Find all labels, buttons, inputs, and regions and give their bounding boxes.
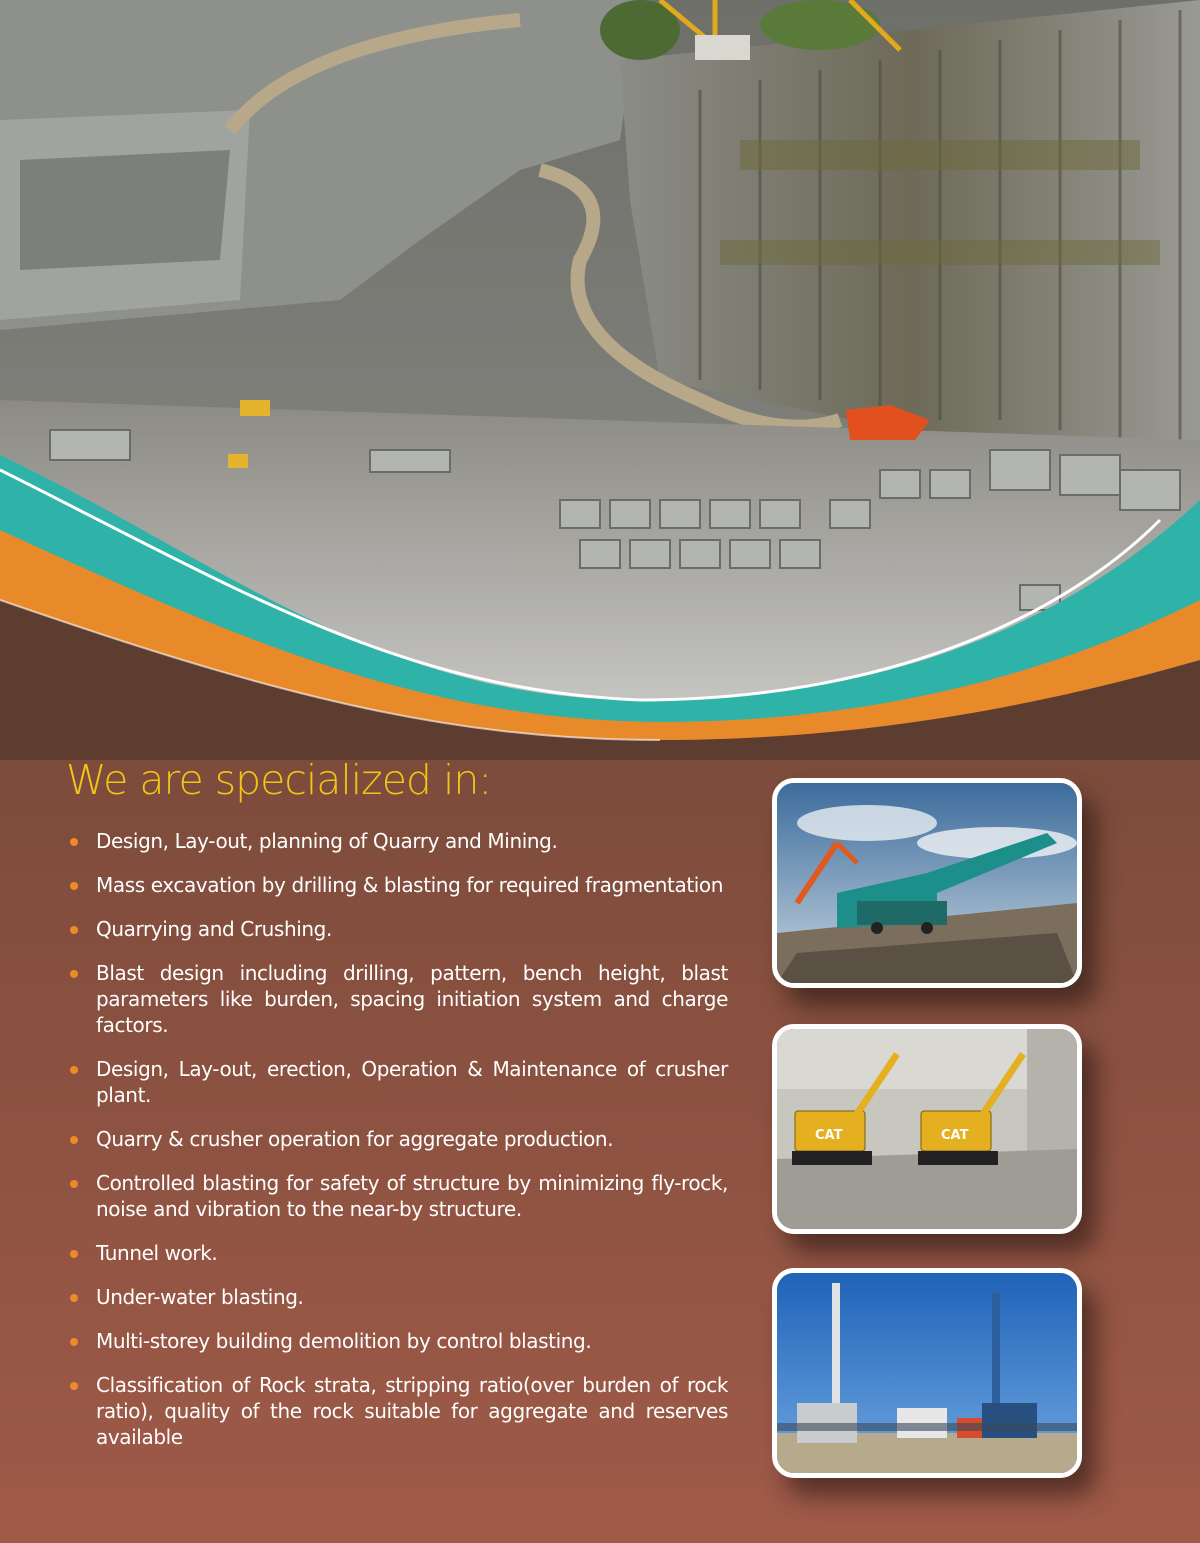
bullet-icon xyxy=(70,1250,78,1258)
bullet-icon xyxy=(70,1136,78,1144)
bullet-icon xyxy=(70,970,78,978)
list-item: Tunnel work. xyxy=(70,1240,728,1266)
bullet-icon xyxy=(70,926,78,934)
list-item: Mass excavation by drilling & blasting for required fragmentation xyxy=(70,872,728,898)
bullet-icon xyxy=(70,1294,78,1302)
bullet-icon xyxy=(70,882,78,890)
bullet-icon xyxy=(70,1382,78,1390)
bullet-icon xyxy=(70,1180,78,1188)
list-item: Classification of Rock strata, stripping ratio(over burden of rock ratio), quality of the rock suitable for aggregate and reserves available xyxy=(70,1372,728,1450)
list-item: Design, Lay-out, erection, Operation & Maintenance of crusher plant. xyxy=(70,1056,728,1108)
list-item: Quarrying and Crushing. xyxy=(70,916,728,942)
bullet-icon xyxy=(70,838,78,846)
list-item: Under-water blasting. xyxy=(70,1284,728,1310)
list-item: Controlled blasting for safety of structure by minimizing fly-rock, noise and vibration to the near-by structure. xyxy=(70,1170,728,1222)
list-item: Multi-storey building demolition by control blasting. xyxy=(70,1328,728,1354)
cat-logo-right: CAT xyxy=(941,1128,969,1143)
hero-quarry-image xyxy=(0,0,1200,760)
mobile-crusher-photo xyxy=(772,778,1082,988)
section-heading: We are specialized in: xyxy=(66,756,492,804)
drilling-rigs-photo xyxy=(772,1268,1082,1478)
content-section xyxy=(0,740,1200,1543)
services-list xyxy=(70,828,728,1468)
bullet-icon xyxy=(70,1338,78,1346)
cat-logo-left: CAT xyxy=(815,1128,843,1143)
list-item: Design, Lay-out, planning of Quarry and Mining. xyxy=(70,828,728,854)
list-item: Blast design including drilling, pattern, bench height, blast parameters like burden, spacing initiation system and charge factors. xyxy=(70,960,728,1038)
excavators-photo xyxy=(772,1024,1082,1234)
bullet-icon xyxy=(70,1066,78,1074)
list-item: Quarry & crusher operation for aggregate production. xyxy=(70,1126,728,1152)
